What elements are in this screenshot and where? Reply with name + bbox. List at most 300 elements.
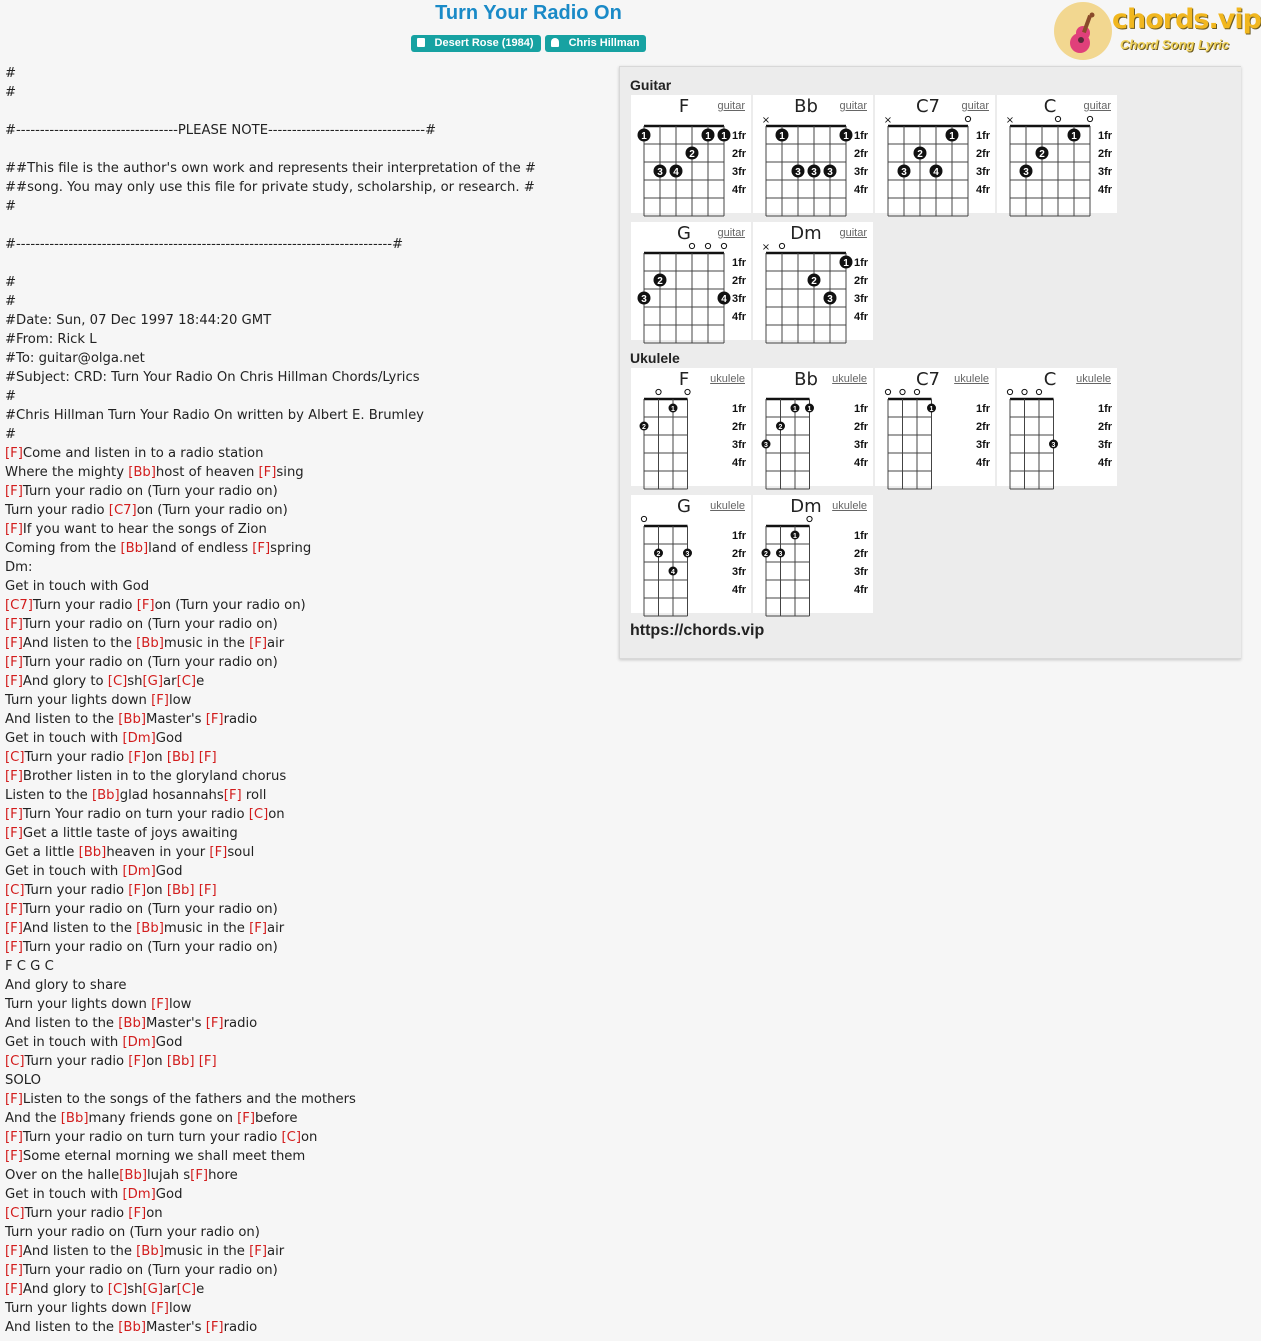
fret-label: 4fr: [854, 584, 869, 596]
chord-card-guitar-5[interactable]: [753, 222, 873, 340]
lyric-text: And the: [5, 1111, 61, 1126]
chord-link[interactable]: [Bb]: [136, 921, 164, 936]
chord-link[interactable]: [F]: [223, 788, 242, 803]
fret-label: 3fr: [732, 166, 747, 178]
lyric-line: [5, 197, 610, 216]
chord-link[interactable]: [F]: [5, 940, 23, 955]
lyric-text: on: [300, 1130, 318, 1145]
lyric-line: [5, 1318, 610, 1337]
chord-link[interactable]: [Bb]: [120, 541, 149, 556]
finger-number: 3: [795, 167, 801, 178]
chord-link[interactable]: [F]: [5, 902, 23, 917]
lyric-text: #Chris Hillman Turn Your Radio On written by Albert E. Brumley: [5, 408, 424, 423]
fret-label: 4fr: [854, 184, 869, 196]
instrument-link[interactable]: guitar: [717, 227, 745, 239]
lyric-text: And listen to the: [22, 1244, 137, 1259]
finger-number: 2: [642, 424, 646, 431]
finger-number: 3: [685, 551, 690, 558]
chord-link[interactable]: [F]: [205, 712, 224, 727]
chord-link[interactable]: [F]: [5, 1149, 23, 1164]
chord-name: C: [1043, 369, 1057, 390]
chord-link[interactable]: [C]: [5, 1054, 25, 1069]
lyric-text: If you want to hear the songs of Zion: [22, 522, 267, 537]
lyric-line: [5, 330, 610, 349]
finger-number: 1: [929, 406, 934, 413]
chord-link[interactable]: [F]: [5, 1092, 23, 1107]
lyric-text: #: [5, 275, 17, 290]
lyric-text: on: [146, 883, 167, 898]
fret-label: 3fr: [1098, 439, 1113, 451]
lyric-line: [5, 729, 610, 748]
chord-link[interactable]: [C]: [5, 1206, 25, 1221]
chord-link[interactable]: [F]: [258, 465, 277, 480]
lyric-text: Get in touch with: [5, 864, 123, 879]
chord-link[interactable]: [F]: [190, 1168, 209, 1183]
lyric-line: [5, 444, 610, 463]
finger-number: 4: [933, 167, 939, 178]
chord-link[interactable]: [Dm]: [122, 1035, 156, 1050]
open-string-marker: [885, 389, 890, 394]
lyric-line: [5, 1014, 610, 1033]
lyric-text: Some eternal morning we shall meet them: [22, 1149, 306, 1164]
lyric-text: Turn your radio: [24, 750, 129, 765]
fret-label: 3fr: [854, 566, 869, 578]
chord-link[interactable]: [C7]: [108, 503, 137, 518]
fret-label: 3fr: [732, 293, 747, 305]
lyric-line: [5, 957, 610, 976]
chord-link[interactable]: [F]: [5, 674, 23, 689]
chord-link[interactable]: [F]: [5, 446, 23, 461]
chord-link[interactable]: [F]: [5, 1263, 23, 1278]
lyric-text: music in the: [163, 1244, 250, 1259]
open-string-marker: [705, 243, 710, 248]
chord-link[interactable]: [F]: [5, 921, 23, 936]
chord-link[interactable]: [Bb]: [119, 1168, 147, 1183]
instrument-link[interactable]: guitar: [1083, 100, 1111, 112]
lyric-text: land of endless: [148, 541, 253, 556]
chord-card-guitar-2[interactable]: [875, 95, 995, 213]
chord-link[interactable]: [Dm]: [122, 1187, 156, 1202]
fret-label: 3fr: [976, 439, 991, 451]
chord-card-guitar-3[interactable]: [997, 95, 1117, 213]
album-badge[interactable]: [411, 35, 541, 52]
chord-link[interactable]: [F]: [249, 636, 267, 651]
fret-label: 2fr: [854, 148, 869, 160]
badge-row: [0, 35, 1057, 52]
logo-text: chords.vip: [1112, 4, 1261, 35]
lyric-text: on: [146, 750, 167, 765]
chord-link[interactable]: [F]: [205, 1016, 224, 1031]
lyric-line: [5, 1128, 610, 1147]
chord-link[interactable]: [Bb]: [166, 750, 195, 765]
lyric-line: [5, 387, 610, 406]
fret-label: 4fr: [732, 457, 747, 469]
chord-link[interactable]: [F]: [136, 598, 155, 613]
finger-number: 3: [1051, 442, 1056, 449]
ukulele-icon: [1066, 11, 1102, 55]
lyric-line: [5, 672, 610, 691]
instrument-link[interactable]: ukulele: [710, 500, 745, 512]
lyric-line: [5, 558, 610, 577]
lyric-text: And listen to the: [5, 1320, 119, 1335]
chord-link[interactable]: [C]: [176, 1282, 197, 1297]
lyric-text: Master's: [145, 1016, 206, 1031]
chord-link[interactable]: [Dm]: [122, 731, 156, 746]
chord-name: F: [678, 96, 690, 117]
lyric-text: music in the: [163, 921, 250, 936]
finger-number: 1: [793, 533, 797, 540]
lyric-line: [5, 805, 610, 824]
album-icon: [417, 38, 425, 47]
chord-link[interactable]: [Bb]: [118, 712, 146, 727]
lyric-text: Listen to the songs of the fathers and the mothers: [22, 1092, 356, 1107]
lyric-text: Turn your lights down: [5, 997, 152, 1012]
chord-link[interactable]: [Dm]: [122, 864, 156, 879]
lyric-line: [5, 786, 610, 805]
lyric-text: Brother listen in to the gloryland chorus: [22, 769, 287, 784]
chord-link[interactable]: [F]: [198, 883, 217, 898]
lyric-text: Turn your radio: [5, 503, 109, 518]
chord-link[interactable]: [Bb]: [166, 1054, 195, 1069]
chord-link[interactable]: [Bb]: [118, 1320, 146, 1335]
lyric-line: [5, 1185, 610, 1204]
chord-link[interactable]: [F]: [5, 826, 23, 841]
chord-link[interactable]: [C]: [176, 674, 197, 689]
lyric-text: low: [168, 1301, 192, 1316]
fret-label: 3fr: [732, 439, 747, 451]
artist-badge[interactable]: [545, 35, 647, 52]
lyric-text: And listen to the: [5, 1016, 119, 1031]
finger-number: 2: [811, 276, 817, 287]
lyric-line: [5, 615, 610, 634]
chord-link[interactable]: [F]: [198, 750, 217, 765]
chord-name: G: [677, 496, 691, 517]
chord-card-ukulele-0[interactable]: [631, 368, 751, 486]
lyric-line: [5, 216, 610, 235]
fret-label: 2fr: [732, 548, 747, 560]
fret-label: 4fr: [854, 311, 869, 323]
lyric-line: [5, 1090, 610, 1109]
fret-label: 4fr: [732, 584, 747, 596]
chord-name: Bb: [794, 96, 818, 117]
fret-label: 3fr: [732, 566, 747, 578]
lyric-text: many friends gone on: [88, 1111, 238, 1126]
lyric-line: [5, 1147, 610, 1166]
lyric-text: God: [155, 1187, 183, 1202]
lyric-line: [5, 520, 610, 539]
finger-number: 1: [641, 131, 647, 142]
finger-number: 1: [705, 131, 711, 142]
lyric-text: Turn your radio on (Turn your radio on): [22, 617, 278, 632]
lyric-text: music in the: [163, 636, 250, 651]
logo-subtitle: Chord Song Lyric: [1120, 37, 1230, 52]
lyric-text: Turn your radio: [24, 883, 129, 898]
lyric-line: [5, 1052, 610, 1071]
lyric-line: [5, 64, 610, 83]
chord-link[interactable]: [F]: [5, 655, 23, 670]
lyric-text: Get a little taste of joys awaiting: [22, 826, 238, 841]
lyric-line: [5, 1261, 610, 1280]
chord-name: C7: [915, 96, 941, 117]
lyric-text: #: [5, 389, 17, 404]
chord-card-guitar-0[interactable]: [631, 95, 751, 213]
chord-card-guitar-4[interactable]: [631, 222, 751, 340]
chord-link[interactable]: [C]: [5, 883, 25, 898]
chord-link[interactable]: [F]: [5, 636, 23, 651]
chord-link[interactable]: [F]: [198, 1054, 217, 1069]
lyric-text: #: [5, 85, 17, 100]
chord-link[interactable]: [C]: [281, 1130, 301, 1145]
chord-link[interactable]: [F]: [5, 807, 23, 822]
muted-string-marker: ×: [761, 242, 771, 253]
chord-card-ukulele-4[interactable]: [631, 495, 751, 613]
chord-link[interactable]: [F]: [249, 1244, 267, 1259]
lyric-text: ar: [163, 674, 177, 689]
chord-card-ukulele-2[interactable]: [875, 368, 995, 486]
instrument-link[interactable]: guitar: [839, 100, 867, 112]
lyric-text: And listen to the: [22, 636, 137, 651]
chord-link[interactable]: [F]: [128, 1206, 147, 1221]
lyric-line: [5, 406, 610, 425]
fret-label: 1fr: [854, 130, 869, 142]
lyric-text: #----------------------------------PLEASE NOTE---------------------------------#: [5, 123, 437, 138]
instrument-link[interactable]: ukulele: [832, 373, 867, 385]
lyric-line: [5, 919, 610, 938]
chord-link[interactable]: [F]: [252, 541, 271, 556]
open-string-marker: [914, 389, 919, 394]
chord-name: Dm: [790, 496, 822, 517]
fret-label: 2fr: [732, 275, 747, 287]
lyric-text: Turn your lights down: [5, 1301, 152, 1316]
finger-number: 1: [949, 131, 955, 142]
album-label: Desert Rose (1984): [434, 37, 534, 49]
chord-link[interactable]: [Bb]: [118, 1016, 146, 1031]
finger-number: 3: [1023, 167, 1029, 178]
chord-link[interactable]: [F]: [5, 1282, 23, 1297]
chord-link[interactable]: [F]: [5, 1130, 23, 1145]
instrument-link[interactable]: guitar: [839, 227, 867, 239]
lyric-text: Get in touch with: [5, 731, 123, 746]
lyric-text: Master's: [145, 1320, 206, 1335]
chord-link[interactable]: [F]: [128, 750, 147, 765]
fret-label: 4fr: [1098, 457, 1113, 469]
lyric-text: sh: [127, 674, 143, 689]
lyric-text: Turn your radio on (Turn your radio on): [22, 902, 278, 917]
fret-label: 2fr: [976, 421, 991, 433]
lyric-text: SOLO: [5, 1073, 42, 1088]
chord-link[interactable]: [G]: [142, 1282, 164, 1297]
lyric-line: [5, 292, 610, 311]
finger-number: 2: [1039, 149, 1045, 160]
lyric-line: [5, 349, 610, 368]
lyric-text: air: [266, 636, 285, 651]
fret-label: 1fr: [732, 403, 747, 415]
lyric-line: [5, 254, 610, 273]
chord-link[interactable]: [Bb]: [136, 1244, 164, 1259]
fret-label: 1fr: [854, 257, 869, 269]
chord-link[interactable]: [F]: [249, 921, 267, 936]
lyric-text: #Date: Sun, 07 Dec 1997 18:44:20 GMT: [5, 313, 272, 328]
finger-number: 1: [843, 258, 849, 269]
lyric-text: roll: [241, 788, 267, 803]
chord-link[interactable]: [F]: [5, 769, 23, 784]
lyric-line: [5, 501, 610, 520]
lyric-text: Get in touch with: [5, 1187, 123, 1202]
page-title: Turn Your Radio On: [435, 2, 622, 24]
lyric-line: [5, 1204, 610, 1223]
lyric-text: hore: [208, 1168, 238, 1183]
instrument-link[interactable]: ukulele: [1076, 373, 1111, 385]
lyric-text: Dm:: [5, 560, 33, 575]
finger-number: 3: [827, 167, 833, 178]
instrument-link[interactable]: ukulele: [954, 373, 989, 385]
lyric-line: [5, 843, 610, 862]
finger-number: 1: [793, 406, 797, 413]
fret-label: 2fr: [1098, 421, 1113, 433]
lyric-text: Master's: [145, 712, 206, 727]
fret-label: 1fr: [854, 530, 869, 542]
chord-link[interactable]: [F]: [151, 693, 169, 708]
chord-link[interactable]: [C]: [107, 1282, 128, 1297]
lyric-line: [5, 577, 610, 596]
chord-link[interactable]: [F]: [5, 484, 23, 499]
lyric-text: #: [5, 294, 17, 309]
chord-link[interactable]: [Bb]: [60, 1111, 89, 1126]
lyric-text: ##This file is the author's own work and represents their interpretation of the #: [5, 161, 536, 176]
lyric-text: on: [268, 807, 285, 822]
fret-label: 4fr: [854, 457, 869, 469]
fret-label: 1fr: [732, 130, 747, 142]
lyric-text: air: [266, 1244, 285, 1259]
chord-link[interactable]: [Bb]: [78, 845, 107, 860]
fret-label: 1fr: [976, 403, 991, 415]
lyric-text: F C G C: [5, 959, 54, 974]
lyric-text: radio: [223, 1016, 258, 1031]
lyric-line: [5, 634, 610, 653]
lyric-text: Over on the halle: [5, 1168, 120, 1183]
fret-label: 1fr: [732, 530, 747, 542]
chord-link[interactable]: [C]: [107, 674, 128, 689]
chord-link[interactable]: [F]: [151, 1301, 169, 1316]
lyric-line: [5, 900, 610, 919]
lyric-line: [5, 140, 610, 159]
chord-name: G: [677, 223, 691, 244]
muted-string-marker: ×: [761, 115, 771, 126]
user-icon: [551, 38, 559, 47]
chord-link[interactable]: [F]: [237, 1111, 256, 1126]
chord-link[interactable]: [F]: [5, 1244, 23, 1259]
lyric-text: on (Turn your radio on): [154, 598, 306, 613]
open-string-marker: [685, 389, 690, 394]
lyric-line: [5, 653, 610, 672]
chord-link[interactable]: [Bb]: [166, 883, 195, 898]
chord-name: C: [1043, 96, 1057, 117]
lyric-text: Get in touch with: [5, 1035, 123, 1050]
chord-link[interactable]: [F]: [128, 1054, 147, 1069]
lyric-text: Turn Your radio on turn your radio: [22, 807, 249, 822]
fret-label: 4fr: [732, 311, 747, 323]
lyric-line: [5, 596, 610, 615]
site-logo[interactable]: [1054, 2, 1261, 62]
open-string-marker: [641, 516, 646, 521]
fret-label: 2fr: [854, 275, 869, 287]
fret-label: 4fr: [976, 457, 991, 469]
fret-label: 4fr: [732, 184, 747, 196]
lyric-line: [5, 273, 610, 292]
lyric-text: Get a little: [5, 845, 79, 860]
finger-number: 4: [671, 569, 675, 576]
instrument-link[interactable]: guitar: [717, 100, 745, 112]
open-string-marker: [1055, 116, 1060, 121]
chord-card-ukulele-3[interactable]: [997, 368, 1117, 486]
finger-number: 1: [807, 406, 812, 413]
chord-link[interactable]: [C]: [248, 807, 269, 822]
chord-card-ukulele-1[interactable]: [753, 368, 873, 486]
lyric-text: #-------------------------------------------------------------------------------#: [5, 237, 404, 252]
site-url[interactable]: https://chords.vip: [630, 622, 765, 639]
finger-number: 3: [778, 551, 783, 558]
lyric-line: [5, 1166, 610, 1185]
lyric-line: [5, 881, 610, 900]
lyric-line: [5, 311, 610, 330]
chord-link[interactable]: [F]: [5, 522, 23, 537]
chord-diagrams-panel: [619, 66, 1241, 659]
muted-string-marker: ×: [1005, 115, 1015, 126]
chord-link[interactable]: [Bb]: [128, 465, 156, 480]
fret-label: 3fr: [854, 166, 869, 178]
open-string-marker: [1036, 389, 1041, 394]
open-string-marker: [807, 516, 812, 521]
finger-number: 1: [779, 131, 785, 142]
chord-link[interactable]: [G]: [142, 674, 164, 689]
lyric-text: Turn your lights down: [5, 693, 152, 708]
lyric-line: [5, 767, 610, 786]
chord-link[interactable]: [C]: [5, 750, 25, 765]
fret-label: 1fr: [976, 130, 991, 142]
finger-number: 2: [657, 276, 663, 287]
instrument-link[interactable]: ukulele: [710, 373, 745, 385]
lyric-text: Turn your radio: [24, 1206, 129, 1221]
chord-link[interactable]: [F]: [5, 617, 23, 632]
lyric-line: [5, 824, 610, 843]
chord-link[interactable]: [F]: [209, 845, 228, 860]
lyric-text: spring: [270, 541, 312, 556]
chord-link[interactable]: [F]: [128, 883, 147, 898]
fret-label: 3fr: [976, 166, 991, 178]
fret-label: 3fr: [854, 439, 869, 451]
lyric-text: radio: [223, 712, 258, 727]
lyric-text: And glory to: [22, 1282, 108, 1297]
lyric-text: sing: [276, 465, 304, 480]
lyric-line: [5, 463, 610, 482]
chord-card-ukulele-5[interactable]: [753, 495, 873, 613]
instrument-link[interactable]: ukulele: [832, 500, 867, 512]
finger-number: 4: [721, 294, 727, 305]
chord-link[interactable]: [F]: [151, 997, 169, 1012]
fret-label: 2fr: [854, 421, 869, 433]
finger-number: 2: [778, 424, 783, 431]
chord-link[interactable]: [F]: [205, 1320, 224, 1335]
fret-label: 1fr: [1098, 130, 1113, 142]
chord-link[interactable]: [C7]: [5, 598, 33, 613]
finger-number: 2: [917, 149, 923, 160]
lyric-text: And listen to the: [22, 921, 137, 936]
chord-link[interactable]: [Bb]: [91, 788, 120, 803]
lyric-line: [5, 425, 610, 444]
chord-link[interactable]: [Bb]: [136, 636, 164, 651]
instrument-link[interactable]: guitar: [961, 100, 989, 112]
chord-card-guitar-1[interactable]: [753, 95, 873, 213]
